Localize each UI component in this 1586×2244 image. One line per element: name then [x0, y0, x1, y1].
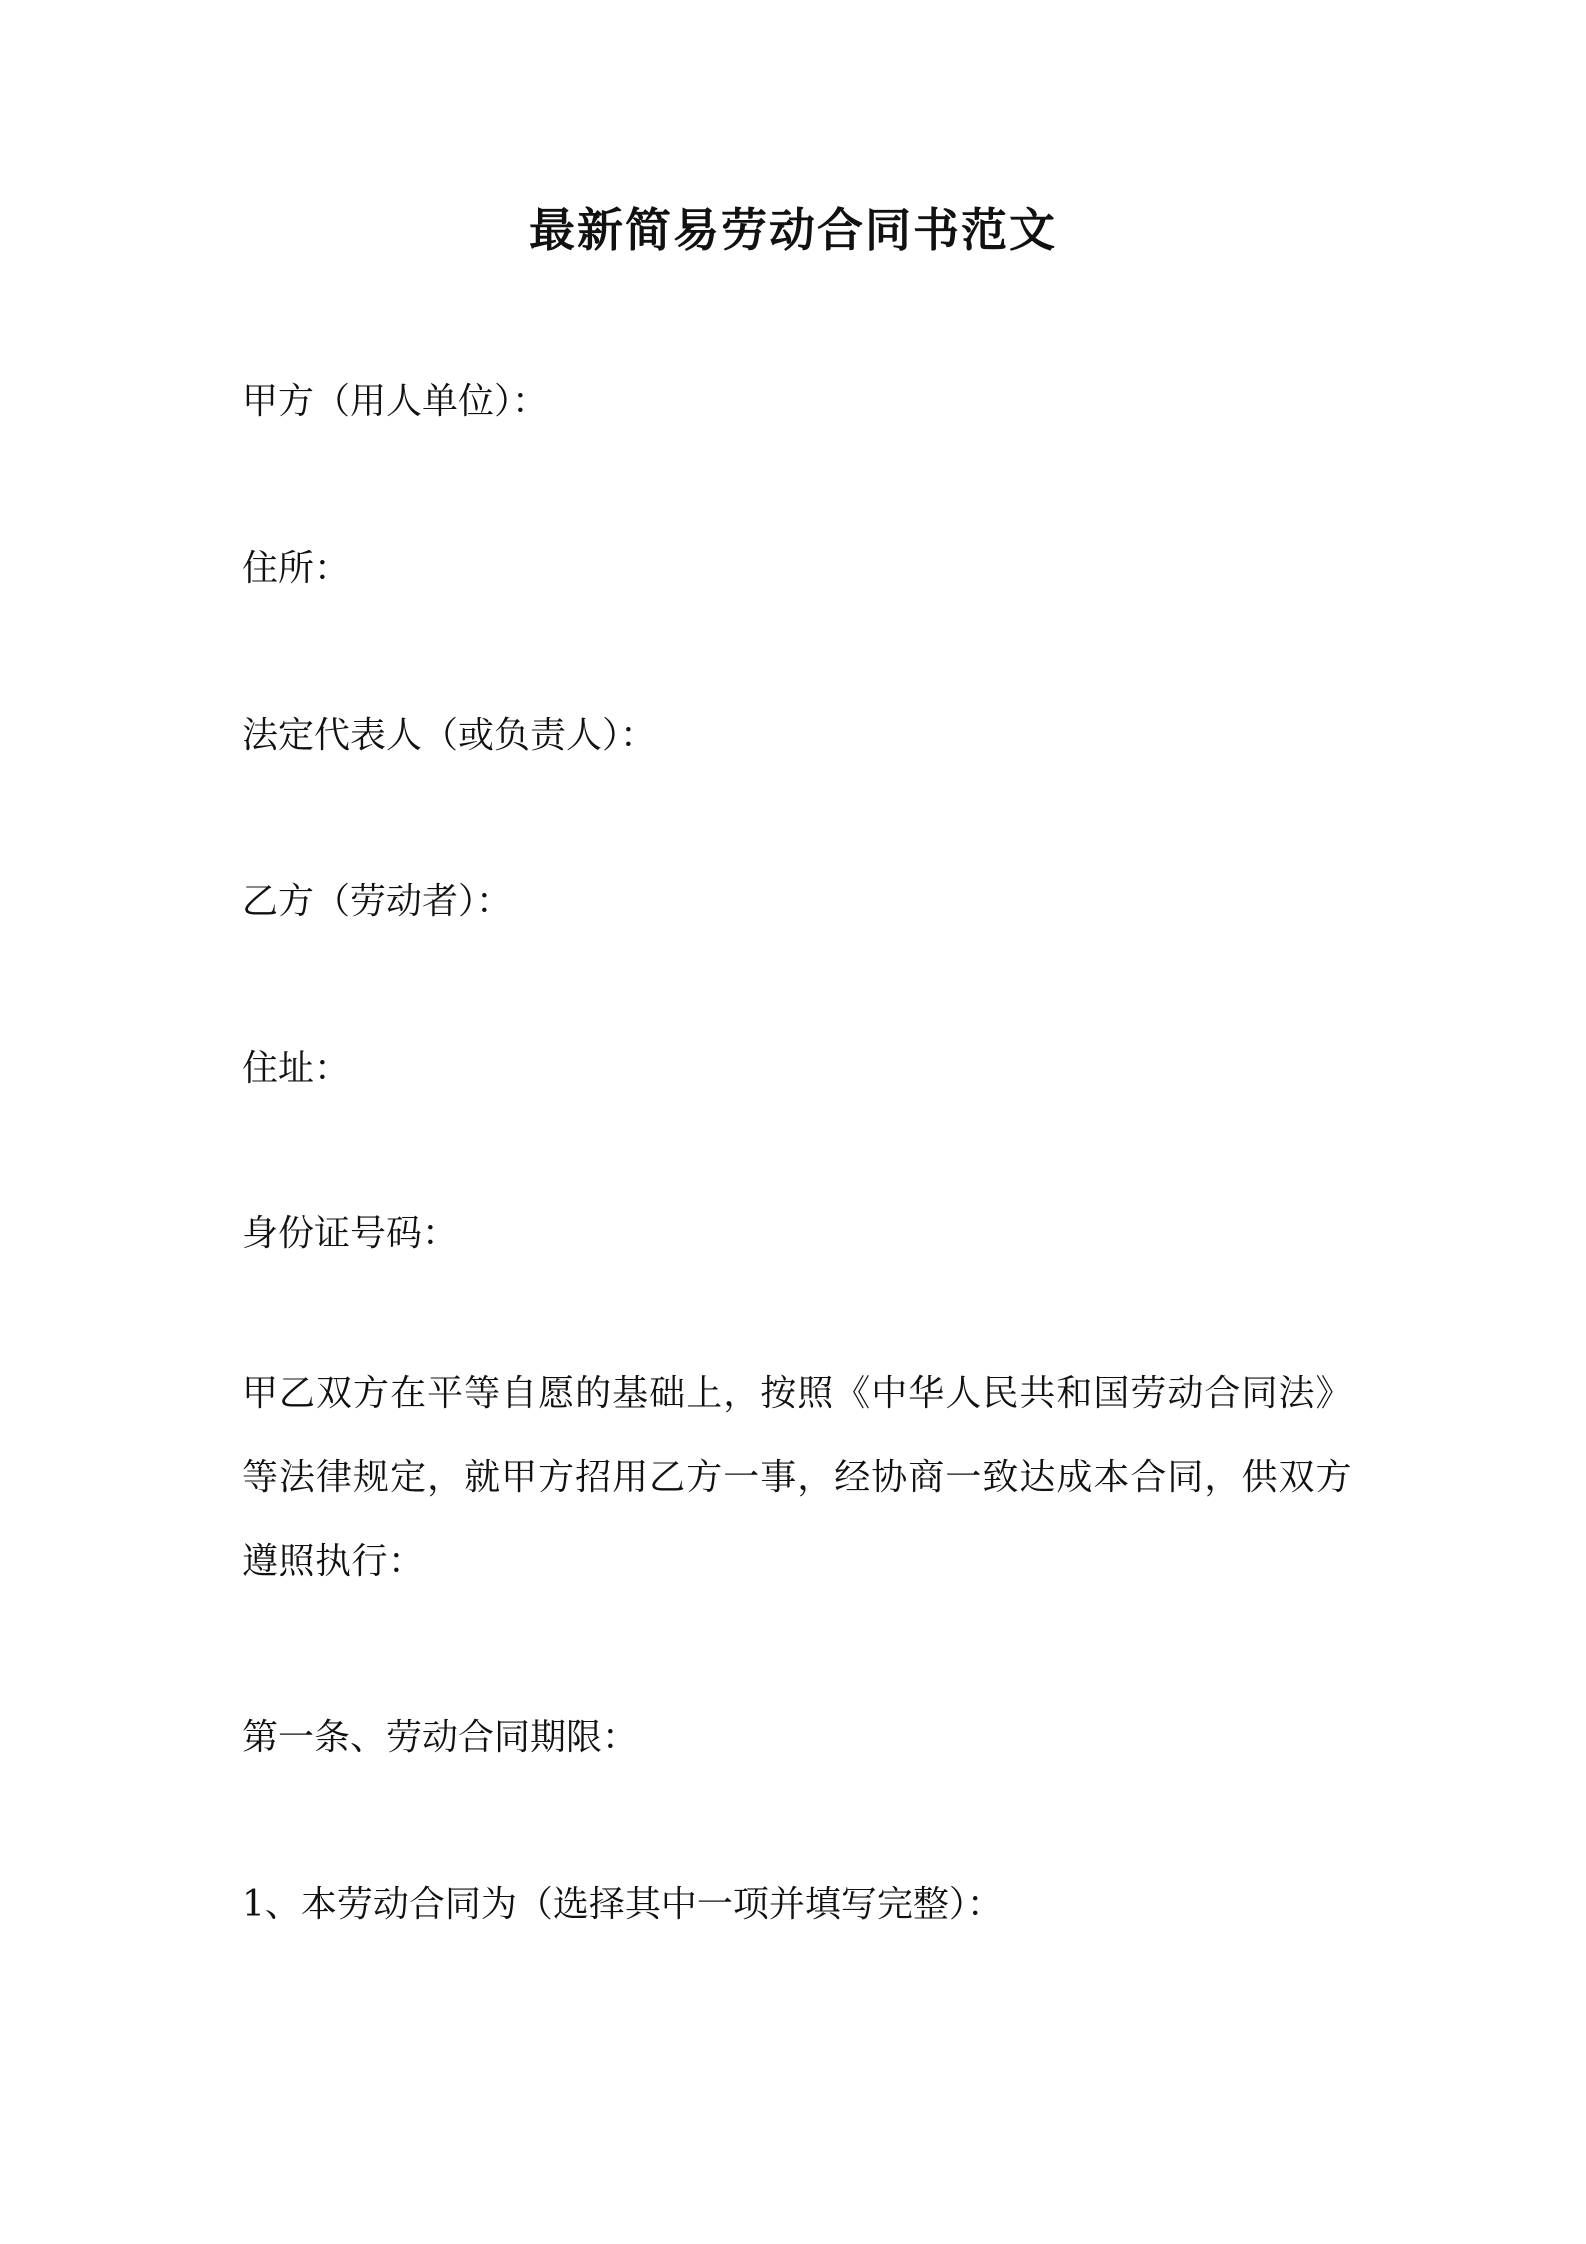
article-1-item-1: 1、本劳动合同为（选择其中一项并填写完整）：	[242, 1884, 1003, 1925]
address-b-label: 住址：	[242, 1048, 351, 1089]
legal-representative-label: 法定代表人（或负责人）：	[242, 715, 657, 756]
id-number-label: 身份证号码：	[242, 1213, 459, 1254]
address-a-label: 住所：	[242, 548, 351, 589]
document-title: 最新简易劳动合同书范文	[529, 203, 1057, 257]
party-b-label: 乙方（劳动者）：	[242, 881, 513, 922]
article-1-heading: 第一条、劳动合同期限：	[242, 1717, 639, 1758]
party-a-label: 甲方（用人单位）：	[242, 381, 549, 422]
preamble-paragraph: 甲乙双方在平等自愿的基础上，按照《中华人民共和国劳动合同法》等法律规定，就甲方招用乙方一事，经协商一致达成本合同，供双方遵照执行：	[242, 1373, 1352, 1582]
